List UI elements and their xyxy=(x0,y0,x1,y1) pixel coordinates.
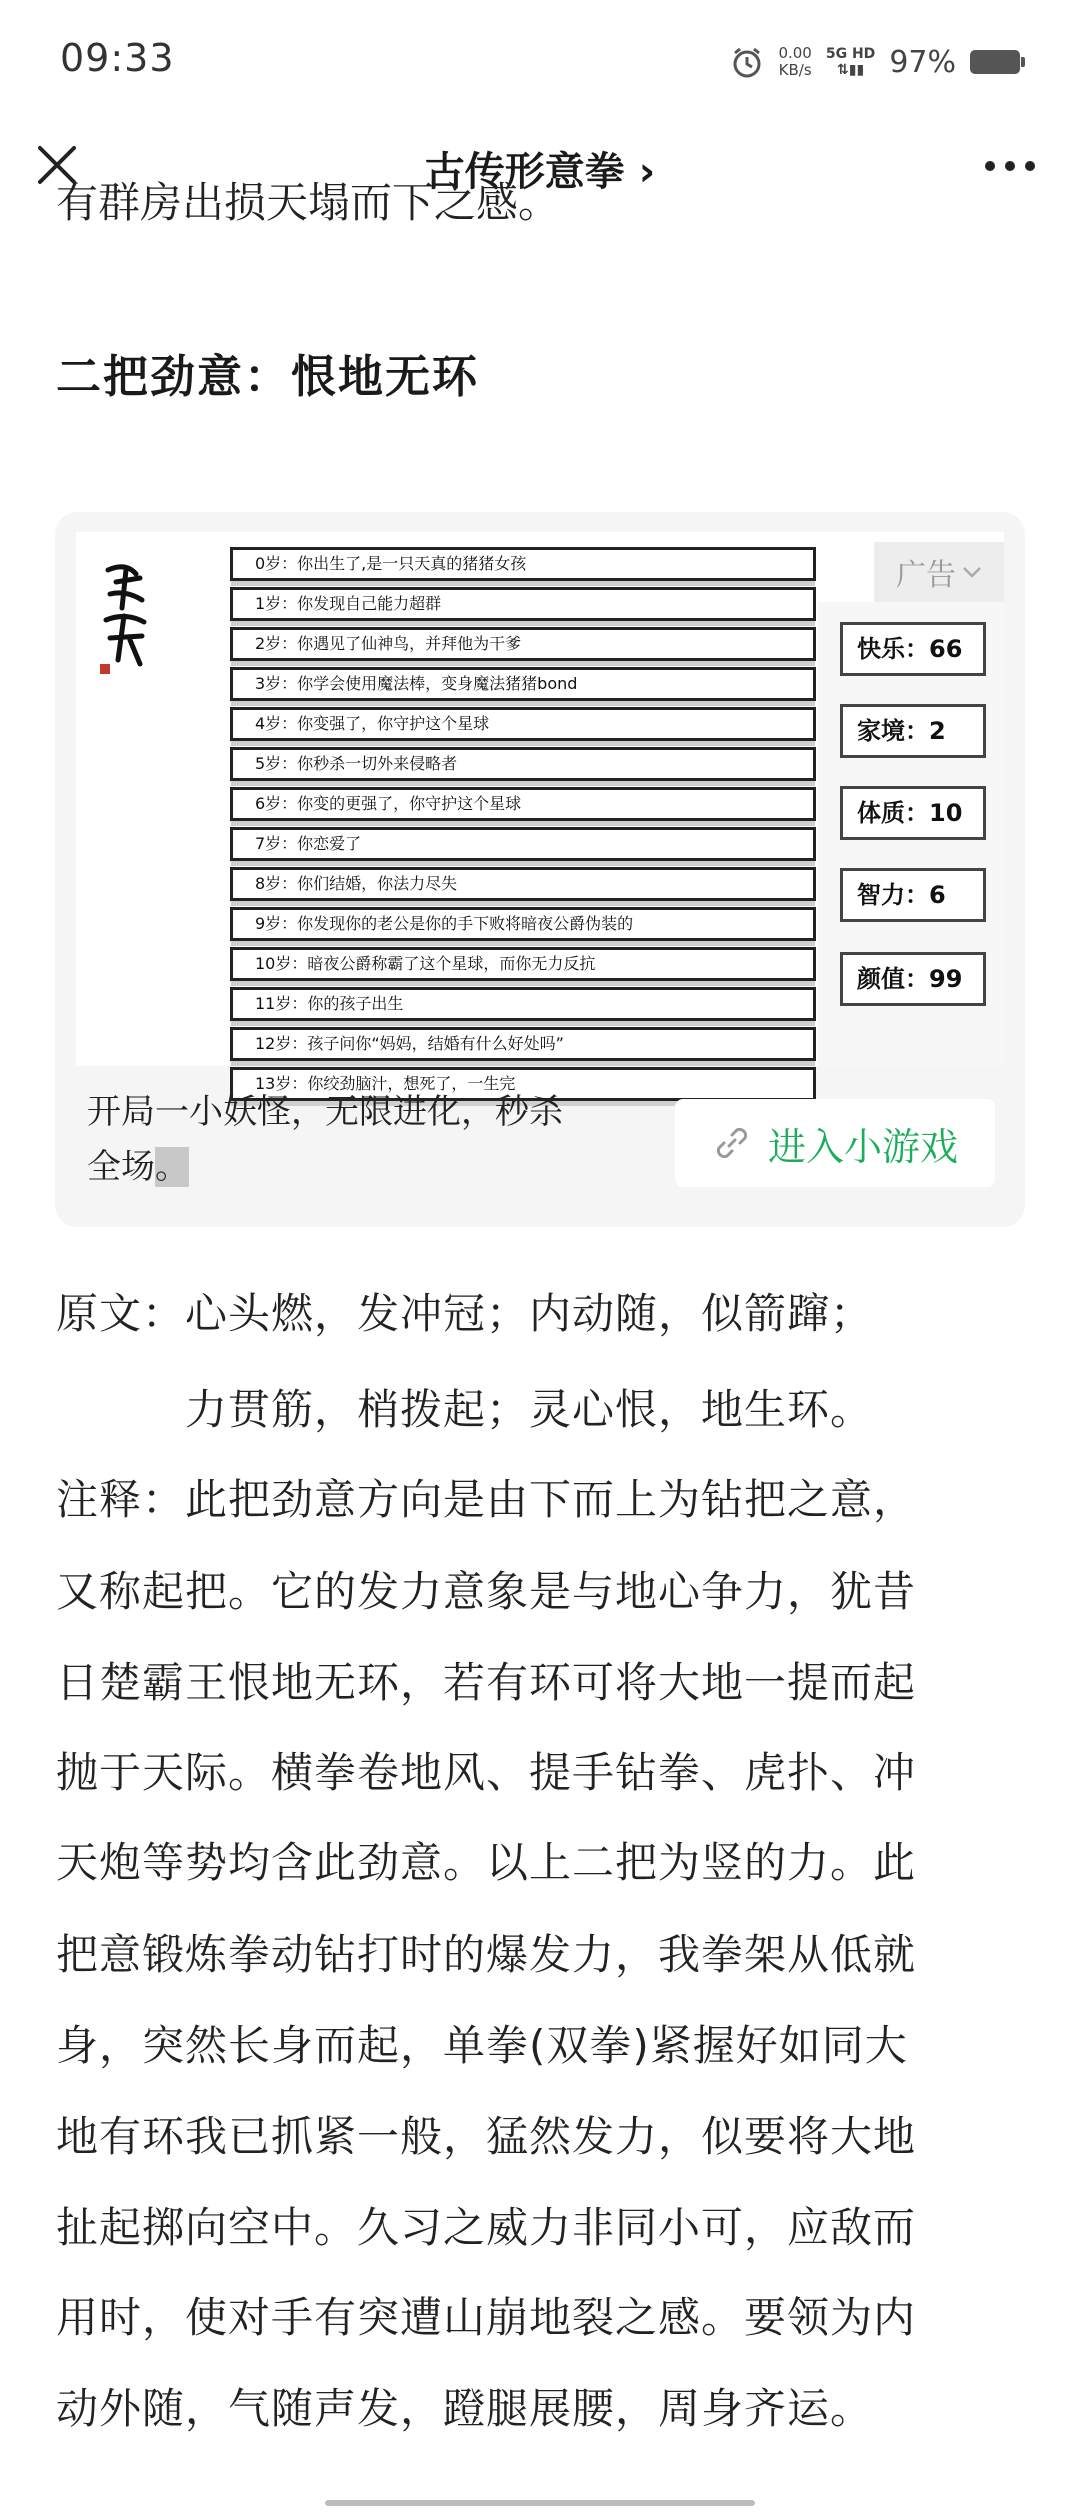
life-event-row: 2岁：你遇见了仙神鸟，并拜他为干爹 xyxy=(230,627,816,661)
body-text-line: 抛于天际。横拳卷地风、提手钻拳、虎扑、冲 xyxy=(56,1748,917,1797)
network-label: 5G HD xyxy=(825,46,876,62)
body-text-line: 又称起把。它的发力意象是与地心争力，犹昔 xyxy=(56,1567,917,1616)
life-event-row: 5岁：你秒杀一切外来侵略者 xyxy=(230,747,816,781)
status-icons xyxy=(730,40,1020,84)
life-event-row: 13岁：你绞劲脑汁，想死了，一生完 xyxy=(230,1067,816,1101)
body-text-line: 力贯筋，梢拨起；灵心恨，地生环。 xyxy=(56,1385,874,1434)
stat-family: 家境：2 xyxy=(840,704,986,758)
body-text-line: 日楚霸王恨地无环，若有环可将大地一提而起 xyxy=(56,1658,917,1707)
life-event-row: 9岁：你发现你的老公是你的手下败将暗夜公爵伪装的 xyxy=(230,907,816,941)
life-event-row: 6岁：你变的更强了，你守护这个星球 xyxy=(230,787,816,821)
ad-badge[interactable] xyxy=(874,542,1004,602)
stats-panel xyxy=(818,602,1004,1066)
body-text-line: 扯起掷向空中。久习之威力非同小可，应敌而 xyxy=(56,2203,917,2252)
stat-physique: 体质：10 xyxy=(840,786,986,840)
ad-caption[interactable] xyxy=(87,1085,647,1195)
signal-icon xyxy=(826,46,875,78)
life-event-row: 8岁：你们结婚，你法力尽失 xyxy=(230,867,816,901)
life-event-row: 10岁：暗夜公爵称霸了这个星球，而你无力反抗 xyxy=(230,947,816,981)
net-speed-value: 0.00 xyxy=(778,44,812,62)
ad-badge-label: 广告 xyxy=(896,558,956,593)
net-speed-unit: KB/s xyxy=(778,61,812,79)
body-text-line: 把意锻炼拳动钻打时的爆发力，我拳架从低就 xyxy=(56,1930,917,1979)
more-icon[interactable] xyxy=(980,140,1040,190)
stat-happiness: 快乐：66 xyxy=(840,622,986,676)
ad-card[interactable] xyxy=(55,512,1025,1227)
battery-icon xyxy=(970,50,1020,74)
enter-mini-game-button[interactable] xyxy=(675,1099,995,1187)
life-event-row: 11岁：你的孩子出生 xyxy=(230,987,816,1021)
life-event-row: 1岁：你发现自己能力超群 xyxy=(230,587,816,621)
alarm-icon xyxy=(730,45,764,79)
signal-arrows: ⇅▮▮ xyxy=(837,62,865,78)
life-event-row: 3岁：你学会使用魔法棒，变身魔法猪猪bond xyxy=(230,667,816,701)
page-title[interactable]: 古传形意拳 › xyxy=(424,149,656,195)
selection-highlight: 。 xyxy=(155,1147,189,1187)
life-events-list xyxy=(230,547,816,1107)
status-time: 09:33 xyxy=(60,36,175,80)
net-speed xyxy=(778,45,811,79)
body-text-line: 注释：此把劲意方向是由下而上为钻把之意， xyxy=(56,1475,917,1524)
life-event-row: 12岁：孩子问你“妈妈，结婚有什么好处吗” xyxy=(230,1027,816,1061)
body-text-line: 动外随，气随声发，蹬腿展腰，周身齐运。 xyxy=(56,2384,874,2433)
home-indicator[interactable] xyxy=(325,2500,755,2506)
link-icon xyxy=(712,1123,752,1163)
section-heading: 二把劲意：恨地无环 xyxy=(56,350,480,403)
stat-looks: 颜值：99 xyxy=(840,952,986,1006)
enter-mini-game-label: 进入小游戏 xyxy=(767,1124,958,1169)
clipped-text-line: 有群房出损天塌而下之感。 xyxy=(56,178,561,227)
body-text-line: 原文：心头燃，发冲冠；内动随，似箭蹿； xyxy=(56,1289,874,1338)
body-text-line: 用时，使对手有突遭山崩地裂之感。要领为内 xyxy=(56,2293,917,2342)
game-logo-icon xyxy=(96,560,156,680)
ad-caption-line2: 全场。 xyxy=(87,1147,189,1187)
body-text-line: 地有环我已抓紧一般，猛然发力，似要将大地 xyxy=(56,2112,917,2161)
body-text-line: 身，突然长身而起，单拳(双拳)紧握好如同大 xyxy=(56,2021,908,2070)
life-event-row: 0岁：你出生了,是一只天真的猪猪女孩 xyxy=(230,547,816,581)
life-event-row: 4岁：你变强了，你守护这个星球 xyxy=(230,707,816,741)
body-text-line: 天炮等势均含此劲意。以上二把为竖的力。此 xyxy=(56,1838,917,1887)
chevron-down-icon xyxy=(962,565,982,579)
battery-percent: 97% xyxy=(889,44,956,80)
ad-caption-line1: 开局一小妖怪，无限进化，秒杀 xyxy=(87,1092,563,1132)
life-event-row: 7岁：你恋爱了 xyxy=(230,827,816,861)
stat-intelligence: 智力：6 xyxy=(840,868,986,922)
status-bar xyxy=(0,0,1080,120)
ad-image[interactable] xyxy=(76,532,1004,1093)
